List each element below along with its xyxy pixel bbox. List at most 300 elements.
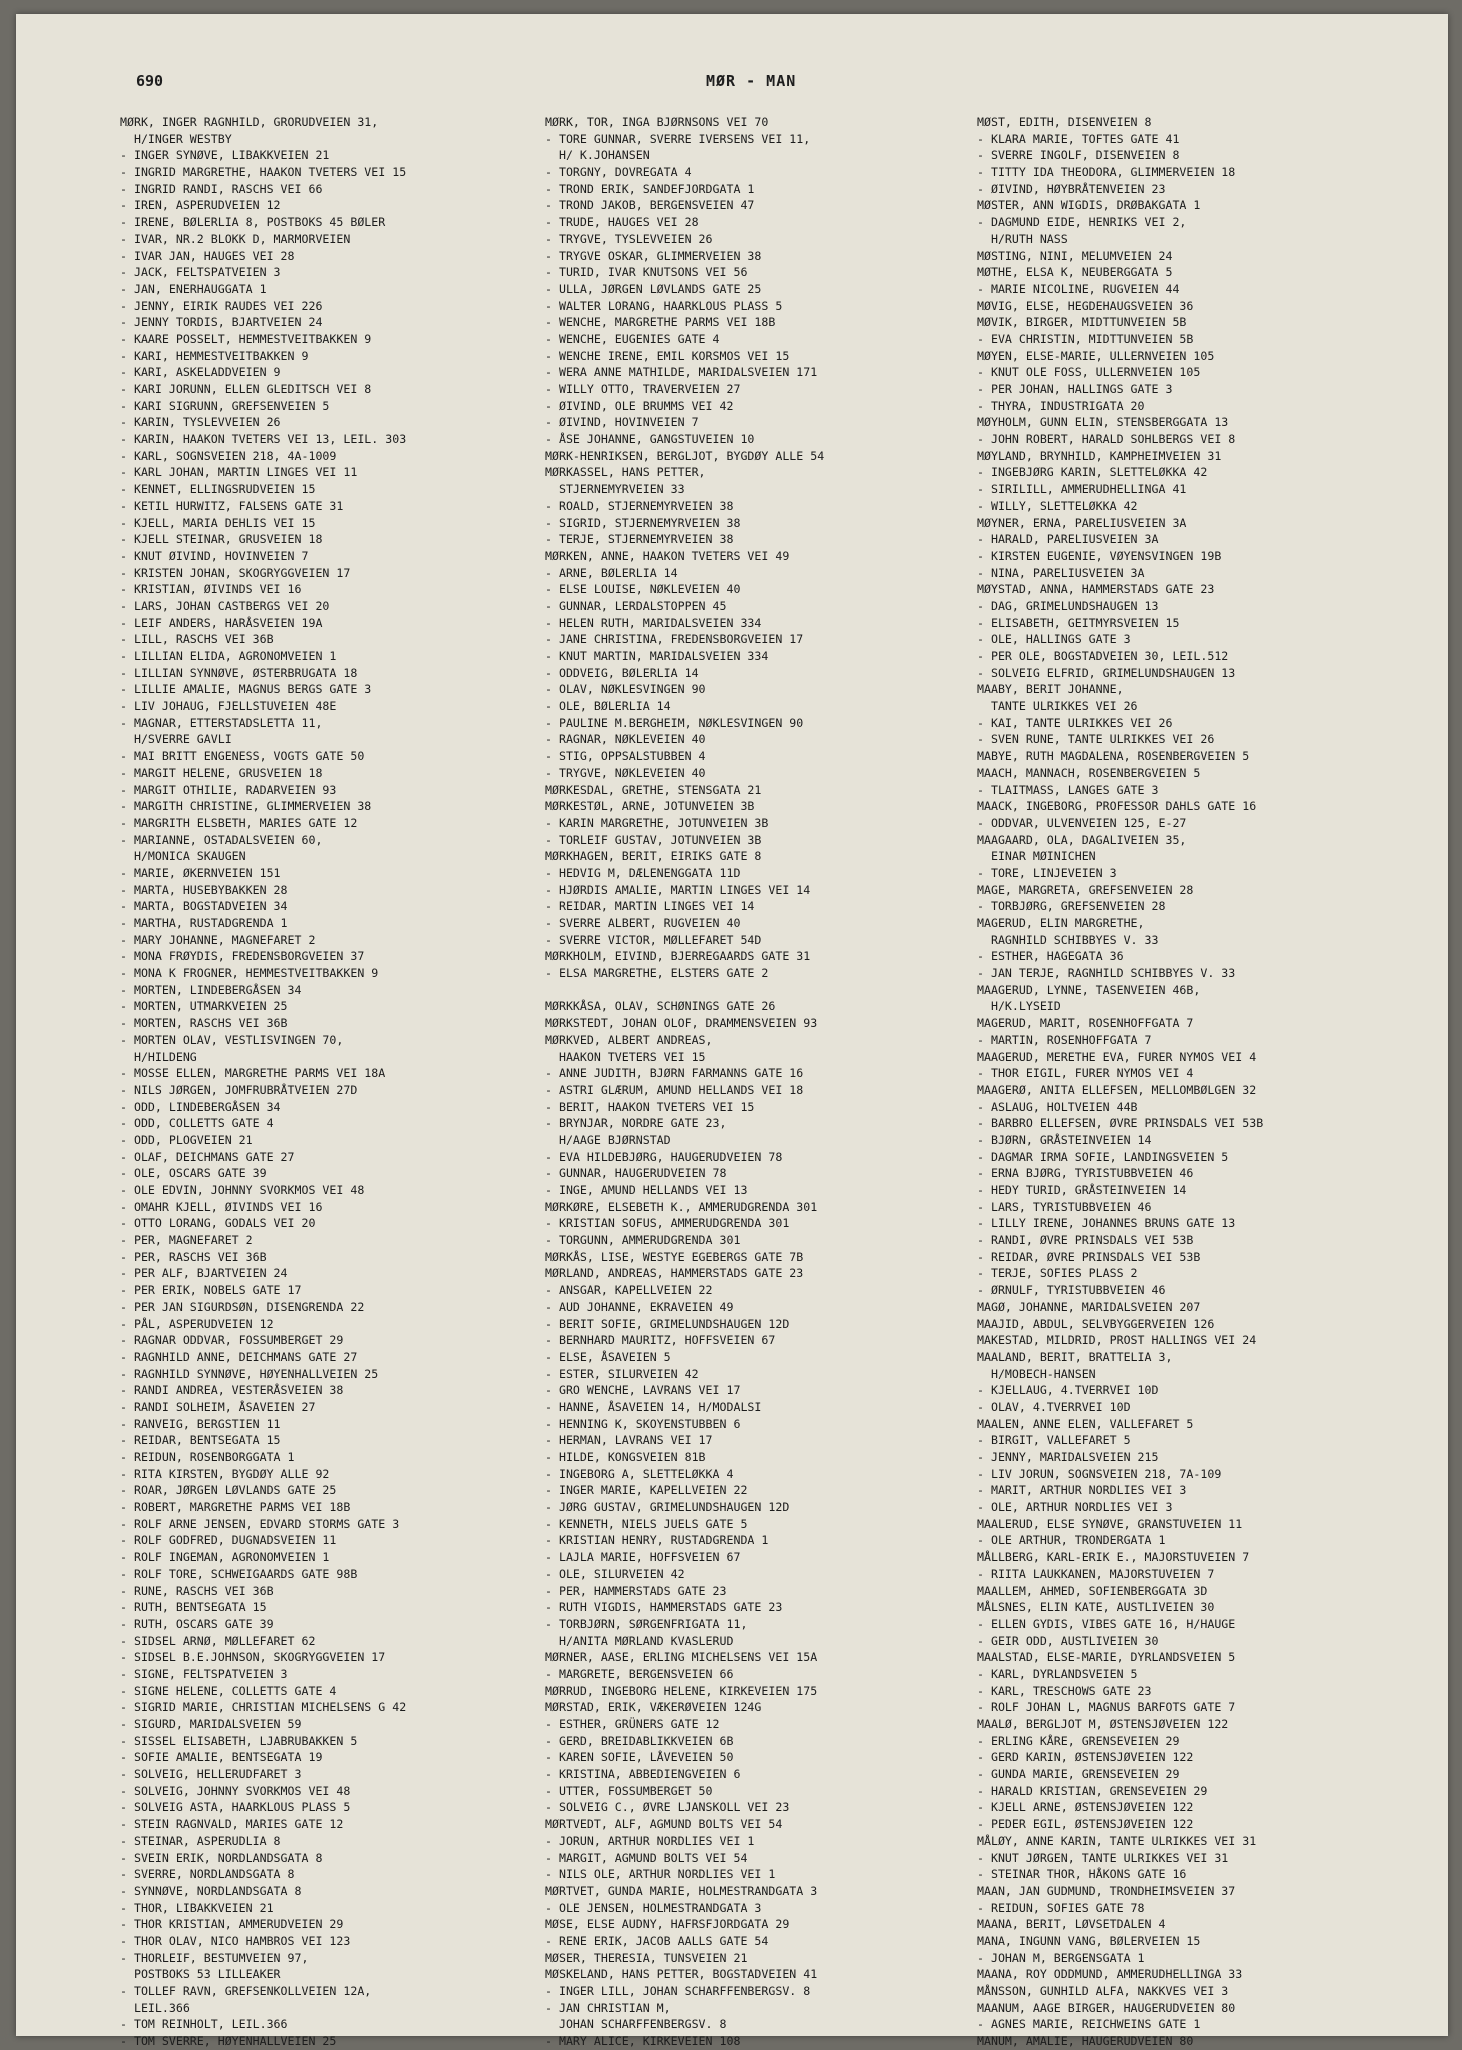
directory-entry: - OLAV, 4.TVERRVEI 10D [977, 1399, 1131, 1414]
directory-entry: MØSER, THERESIA, TUNSVEIEN 21 [545, 1950, 748, 1965]
directory-entry: MØRTVET, GUNDA MARIE, HOLMESTRANDGATA 3 [545, 1883, 818, 1898]
directory-entry: - KARL, SOGNSVEIEN 218, 4A-1009 [120, 448, 337, 463]
directory-entry: - BJØRN, GRÅSTEINVEIEN 14 [977, 1132, 1152, 1147]
directory-entry: - UTTER, FOSSUMBERGET 50 [545, 1783, 713, 1798]
listing-column-3 [977, 114, 1407, 2050]
directory-entry: - INGER LILL, JOHAN SCHARFFENBERGSV. 8 [545, 1984, 811, 1998]
directory-entry: - SOLVEIG, JOHNNY SVORKMOS VEI 48 [120, 1783, 351, 1798]
directory-entry: MAACK, INGEBORG, PROFESSOR DAHLS GATE 16 [977, 799, 1257, 814]
directory-entry: MAALEN, ANNE ELEN, VALLEFARET 5 [977, 1416, 1194, 1431]
directory-entry: - SVERRE INGOLF, DISENVEIEN 8 [977, 148, 1180, 163]
directory-entry: - THOR EIGIL, FURER NYMOS VEI 4 [977, 1066, 1194, 1081]
directory-entry: - KJELL STEINAR, GRUSVEIEN 18 [120, 532, 323, 547]
directory-entry: - RANVEIG, BERGSTIEN 11 [120, 1416, 281, 1431]
directory-entry: MØRKSTEDT, JOHAN OLOF, DRAMMENSVEIEN 93 [545, 1016, 818, 1031]
directory-entry: MØRKØRE, ELSEBETH K., AMMERUDGRENDA 301 [545, 1199, 818, 1214]
directory-entry: - WENCHE IRENE, EMIL KORSMOS VEI 15 [545, 348, 790, 363]
directory-entry: - MARGITH CHRISTINE, GLIMMERVEIEN 38 [120, 799, 372, 814]
directory-entry: MØRKEN, ANNE, HAAKON TVETERS VEI 49 [545, 548, 790, 563]
directory-entry: MØRKÅS, LISE, WESTYE EGEBERGS GATE 7B [545, 1249, 804, 1264]
directory-entry: - HARALD KRISTIAN, GRENSEVEIEN 29 [977, 1783, 1208, 1798]
directory-entry: - JOHN ROBERT, HARALD SOHLBERGS VEI 8 [977, 432, 1236, 447]
directory-entry: - LILLIAN SYNNØVE, ØSTERBRUGATA 18 [120, 665, 358, 680]
directory-entry: - KRISTINA, ABBEDIENGVEIEN 6 [545, 1767, 741, 1782]
directory-entry: - IRENE, BØLERLIA 8, POSTBOKS 45 BØLER [120, 215, 386, 230]
directory-entry: - REIDAR, ØVRE PRINSDALS VEI 53B [977, 1249, 1201, 1264]
directory-entry: - TOM SVERRE, HØYENHALLVEIEN 25 [120, 2034, 337, 2049]
directory-entry: H/ K.JOHANSEN [545, 148, 650, 163]
directory-entry: - RANDI ANDREA, VESTERÅSVEIEN 38 [120, 1383, 344, 1398]
directory-entry: - SOFIE AMALIE, BENTSEGATA 19 [120, 1750, 323, 1765]
directory-entry: - KJELL ARNE, ØSTENSJØVEIEN 122 [977, 1800, 1194, 1815]
directory-entry: - WALTER LORANG, HAARKLOUS PLASS 5 [545, 298, 783, 313]
directory-entry: - OLAF, DEICHMANS GATE 27 [120, 1149, 295, 1164]
directory-entry: - KNUT ØIVIND, HOVINVEIEN 7 [120, 548, 309, 563]
directory-entry: - EVA CHRISTIN, MIDTTUNVEIEN 5B [977, 331, 1194, 346]
directory-entry: - ØIVIND, HØYBRÅTENVEIEN 23 [977, 181, 1166, 196]
directory-entry: MØVIG, ELSE, HEGDEHAUGSVEIEN 36 [977, 298, 1194, 313]
directory-entry: - PER JOHAN, HALLINGS GATE 3 [977, 382, 1173, 396]
directory-entry: MØYNER, ERNA, PARELIUSVEIEN 3A [977, 515, 1187, 530]
directory-entry: - MORTEN, RASCHS VEI 36B [120, 1016, 288, 1031]
directory-entry: H/ANITA MØRLAND KVASLERUD [545, 1633, 734, 1648]
directory-entry: - MARY JOHANNE, MAGNEFARET 2 [120, 932, 316, 947]
directory-entry: MAALØ, BERGLJOT M, ØSTENSJØVEIEN 122 [977, 1717, 1229, 1731]
directory-entry: - KNUT MARTIN, MARIDALSVEIEN 334 [545, 649, 769, 663]
directory-entry: - AGNES MARIE, REICHWEINS GATE 1 [977, 2017, 1201, 2032]
directory-entry: - ROAR, JØRGEN LØVLANDS GATE 25 [120, 1483, 337, 1498]
directory-entry: - RUTH VIGDIS, HAMMERSTADS GATE 23 [545, 1600, 783, 1615]
directory-entry: - GERD, BREIDABLIKKVEIEN 6B [545, 1733, 734, 1748]
directory-entry: - ERNA BJØRG, TYRISTUBBVEIEN 46 [977, 1166, 1194, 1181]
directory-entry: - KENNETH, NIELS JUELS GATE 5 [545, 1516, 748, 1531]
directory-entry: - INGRID MARGRETHE, HAAKON TVETERS VEI 15 [120, 165, 407, 180]
directory-entry: - MONA K FROGNER, HEMMESTVEITBAKKEN 9 [120, 966, 379, 981]
directory-entry: - JACK, FELTSPATVEIEN 3 [120, 265, 281, 280]
directory-entry: - KNUT JØRGEN, TANTE ULRIKKES VEI 31 [977, 1850, 1229, 1865]
directory-entry: - SVERRE, NORDLANDSGATA 8 [120, 1867, 295, 1882]
directory-entry: - MAI BRITT ENGENESS, VOGTS GATE 50 [120, 749, 365, 764]
directory-entry: - DAGMAR IRMA SOFIE, LANDINGSVEIEN 5 [977, 1149, 1229, 1164]
directory-entry: - ROBERT, MARGRETHE PARMS VEI 18B [120, 1500, 351, 1515]
directory-entry: - OLE, HALLINGS GATE 3 [977, 632, 1131, 647]
directory-entry: - TLAITMASS, LANGES GATE 3 [977, 782, 1159, 797]
directory-entry: - SIGRID MARIE, CHRISTIAN MICHELSENS G 42 [120, 1700, 407, 1715]
directory-entry: MAGERUD, ELIN MARGRETHE, [977, 916, 1145, 930]
directory-entry: MØTHE, ELSA K, NEUBERGGATA 5 [977, 265, 1173, 280]
directory-entry: - ØIVIND, HOVINVEIEN 7 [545, 415, 699, 430]
directory-entry: - KAREN SOFIE, LÅVEVEIEN 50 [545, 1750, 734, 1765]
directory-entry: MØYEN, ELSE-MARIE, ULLERNVEIEN 105 [977, 348, 1215, 363]
directory-entry: - OLE, ARTHUR NORDLIES VEI 3 [977, 1500, 1173, 1515]
directory-entry: - KAARE POSSELT, HEMMESTVEITBAKKEN 9 [120, 331, 372, 346]
directory-entry: - KARL, TRESCHOWS GATE 23 [977, 1683, 1152, 1698]
directory-entry: MAALAND, BERIT, BRATTELIA 3, [977, 1349, 1173, 1364]
directory-entry: - LARS, TYRISTUBBVEIEN 46 [977, 1199, 1152, 1214]
directory-entry: - KARIN, HAAKON TVETERS VEI 13, LEIL. 303 [120, 432, 407, 447]
directory-entry: - JOHAN M, BERGENSGATA 1 [977, 1950, 1145, 1965]
directory-entry: - OLE, BØLERLIA 14 [545, 699, 671, 714]
directory-entry: - ANSGAR, KAPELLVEIEN 22 [545, 1283, 713, 1298]
directory-entry: MAAGERUD, MERETHE EVA, FURER NYMOS VEI 4 [977, 1049, 1257, 1064]
directory-entry: - DAGMUND EIDE, HENRIKS VEI 2, [977, 215, 1187, 230]
directory-entry: MØRKESTØL, ARNE, JOTUNVEIEN 3B [545, 799, 755, 814]
directory-entry: - JAN TERJE, RAGNHILD SCHIBBYES V. 33 [977, 966, 1236, 981]
directory-entry: - LILLIE AMALIE, MAGNUS BERGS GATE 3 [120, 682, 372, 697]
directory-entry: - RUNE, RASCHS VEI 36B [120, 1583, 274, 1598]
directory-entry: - OTTO LORANG, GODALS VEI 20 [120, 1216, 316, 1231]
directory-entry: H/MOBECH-HANSEN [977, 1366, 1096, 1381]
directory-entry: MAABY, BERIT JOHANNE, [977, 682, 1124, 697]
directory-entry: MØRKESDAL, GRETHE, STENSGATA 21 [545, 782, 762, 797]
directory-entry: - THOR, LIBAKKVEIEN 21 [120, 1900, 274, 1915]
directory-entry: - MARTA, HUSEBYBAKKEN 28 [120, 882, 288, 897]
directory-entry: MØRNER, AASE, ERLING MICHELSENS VEI 15A [545, 1650, 818, 1665]
directory-entry: - MORTEN, LINDEBERGÅSEN 34 [120, 982, 302, 997]
directory-entry: - WILLY, SLETTELØKKA 42 [977, 498, 1138, 513]
directory-entry: MAAGERØ, ANITA ELLEFSEN, MELLOMBØLGEN 32 [977, 1082, 1257, 1097]
directory-entry: - TRYGVE, TYSLEVVEIEN 26 [545, 231, 713, 246]
directory-entry: MØST, EDITH, DISENVEIEN 8 [977, 115, 1152, 129]
directory-entry: STJERNEMYRVEIEN 33 [545, 482, 685, 497]
directory-entry: - ODDVEIG, BØLERLIA 14 [545, 665, 699, 680]
directory-entry: - INGER SYNØVE, LIBAKKVEIEN 21 [120, 148, 330, 163]
directory-entry: - RITA KIRSTEN, BYGDØY ALLE 92 [120, 1466, 330, 1481]
directory-entry: - ROLF JOHAN L, MAGNUS BARFOTS GATE 7 [977, 1700, 1236, 1715]
directory-entry: MAANUM, AAGE BIRGER, HAUGERUDVEIEN 80 [977, 2000, 1236, 2015]
directory-entry: - WENCHE, MARGRETHE PARMS VEI 18B [545, 315, 776, 330]
directory-entry: - ERLING KÅRE, GRENSEVEIEN 29 [977, 1733, 1180, 1748]
directory-entry: - KRISTIAN, ØIVINDS VEI 16 [120, 582, 302, 597]
directory-entry: - TORE GUNNAR, SVERRE IVERSENS VEI 11, [545, 131, 811, 146]
directory-entry: - RUTH, OSCARS GATE 39 [120, 1616, 274, 1631]
directory-entry: - ROALD, STJERNEMYRVEIEN 38 [545, 498, 734, 513]
directory-entry: - TROND ERIK, SANDEFJORDGATA 1 [545, 181, 755, 196]
directory-entry: - SISSEL ELISABETH, LJABRUBAKKEN 5 [120, 1733, 358, 1748]
directory-entry: - PER, HAMMERSTADS GATE 23 [545, 1583, 727, 1598]
directory-entry: MØRK, INGER RAGNHILD, GRORUDVEIEN 31, [120, 115, 379, 129]
directory-entry: - SVERRE ALBERT, RUGVEIEN 40 [545, 916, 741, 930]
directory-entry: - INGEBORG A, SLETTELØKKA 4 [545, 1466, 734, 1481]
directory-entry: - MARIT, ARTHUR NORDLIES VEI 3 [977, 1483, 1187, 1498]
directory-entry: - ASLAUG, HOLTVEIEN 44B [977, 1099, 1138, 1114]
directory-entry: - SOLVEIG C., ØVRE LJANSKOLL VEI 23 [545, 1800, 790, 1815]
directory-entry: - TORBJØRN, SØRGENFRIGATA 11, [545, 1616, 748, 1631]
directory-entry: - MARIANNE, OSTADALSVEIEN 60, [120, 832, 323, 847]
directory-entry: - PAULINE M.BERGHEIM, NØKLESVINGEN 90 [545, 715, 804, 730]
directory-entry: - THOR OLAV, NICO HAMBROS VEI 123 [120, 1933, 351, 1948]
directory-entry: - RAGNHILD ANNE, DEICHMANS GATE 27 [120, 1349, 358, 1364]
directory-entry: - RAGNHILD SYNNØVE, HØYENHALLVEIEN 25 [120, 1366, 379, 1381]
directory-entry: MÅLØY, ANNE KARIN, TANTE ULRIKKES VEI 31 [977, 1833, 1257, 1848]
directory-entry: - OLE, SILURVEIEN 42 [545, 1566, 685, 1581]
directory-entry: - ROLF INGEMAN, AGRONOMVEIEN 1 [120, 1550, 330, 1565]
directory-entry: - RAGNAR, NØKLEVEIEN 40 [545, 732, 706, 747]
directory-entry: - MARIE NICOLINE, RUGVEIEN 44 [977, 281, 1180, 296]
directory-entry: - HEDY TURID, GRÅSTEINVEIEN 14 [977, 1183, 1187, 1197]
directory-entry: - KARI JORUNN, ELLEN GLEDITSCH VEI 8 [120, 382, 372, 396]
directory-entry: - PER ALF, BJARTVEIEN 24 [120, 1266, 288, 1281]
directory-entry: - JENNY, MARIDALSVEIEN 215 [977, 1450, 1159, 1464]
directory-entry: - MARGIT HELENE, GRUSVEIEN 18 [120, 765, 323, 780]
page-number: 690 [136, 72, 164, 90]
directory-entry: - RAGNAR ODDVAR, FOSSUMBERGET 29 [120, 1333, 344, 1348]
directory-entry: - GERD KARIN, ØSTENSJØVEIEN 122 [977, 1750, 1194, 1765]
directory-entry: - INGE, AMUND HELLANDS VEI 13 [545, 1183, 748, 1197]
directory-entry: - ULLA, JØRGEN LØVLANDS GATE 25 [545, 281, 762, 296]
directory-entry: - MOSSE ELLEN, MARGRETHE PARMS VEI 18A [120, 1066, 386, 1081]
directory-entry: - INGRID RANDI, RASCHS VEI 66 [120, 181, 323, 196]
directory-entry: - DAG, GRIMELUNDSHAUGEN 13 [977, 598, 1159, 613]
directory-entry: - LILLIAN ELIDA, AGRONOMVEIEN 1 [120, 649, 337, 663]
directory-entry: - BARBRO ELLEFSEN, ØVRE PRINSDALS VEI 53B [977, 1116, 1264, 1131]
directory-entry: - TITTY IDA THEODORA, GLIMMERVEIEN 18 [977, 165, 1236, 180]
directory-entry: - KRISTEN JOHAN, SKOGRYGGVEIEN 17 [120, 565, 351, 580]
directory-entry: - HILDE, KONGSVEIEN 81B [545, 1450, 706, 1464]
directory-entry: MØRKASSEL, HANS PETTER, [545, 465, 706, 480]
directory-entry: H/SVERRE GAVLI [120, 732, 232, 747]
directory-entry: - GUNNAR, HAUGERUDVEIEN 78 [545, 1166, 727, 1181]
directory-entry: - TORLEIF GUSTAV, JOTUNVEIEN 3B [545, 832, 762, 847]
directory-entry: - WERA ANNE MATHILDE, MARIDALSVEIEN 171 [545, 365, 818, 380]
directory-entry: MAAGERUD, LYNNE, TASENVEIEN 46B, [977, 982, 1201, 997]
directory-entry: - MARY ALICE, KIRKEVEIEN 108 [545, 2034, 741, 2049]
directory-entry: - MORTEN, UTMARKVEIEN 25 [120, 999, 288, 1014]
directory-entry: MØRKHAGEN, BERIT, EIRIKS GATE 8 [545, 849, 762, 864]
directory-entry: - OLAV, NØKLESVINGEN 90 [545, 682, 706, 697]
directory-entry: - JENNY, EIRIK RAUDES VEI 226 [120, 298, 323, 313]
directory-entry: - THYRA, INDUSTRIGATA 20 [977, 398, 1145, 413]
directory-entry: - MARGRITH ELSBETH, MARIES GATE 12 [120, 815, 358, 830]
directory-entry: - JANE CHRISTINA, FREDENSBORGVEIEN 17 [545, 632, 804, 647]
directory-entry: MAANA, BERIT, LØVSETDALEN 4 [977, 1917, 1166, 1932]
directory-entry: MØRK-HENRIKSEN, BERGLJOT, BYGDØY ALLE 54 [545, 448, 825, 463]
directory-entry: - JAN CHRISTIAN M, [545, 2000, 671, 2015]
directory-entry: - HENNING K, SKOYENSTUBBEN 6 [545, 1416, 741, 1431]
directory-entry: - KJELL, MARIA DEHLIS VEI 15 [120, 515, 316, 530]
directory-entry: - STEINAR, ASPERUDLIA 8 [120, 1833, 281, 1848]
directory-entry: - ODD, PLOGVEIEN 21 [120, 1132, 253, 1147]
directory-entry: - IVAR, NR.2 BLOKK D, MARMORVEIEN [120, 231, 351, 246]
directory-entry: - WILLY OTTO, TRAVERVEIEN 27 [545, 382, 741, 396]
directory-entry: - SVEIN ERIK, NORDLANDSGATA 8 [120, 1850, 323, 1865]
directory-entry: - BERIT, HAAKON TVETERS VEI 15 [545, 1099, 755, 1114]
directory-entry: TANTE ULRIKKES VEI 26 [977, 699, 1138, 714]
directory-page [16, 14, 1448, 2049]
directory-entry: - NINA, PARELIUSVEIEN 3A [977, 565, 1145, 580]
directory-entry: - HARALD, PARELIUSVEIEN 3A [977, 532, 1159, 547]
directory-entry: - TERJE, STJERNEMYRVEIEN 38 [545, 532, 734, 547]
directory-entry: HAAKON TVETERS VEI 15 [545, 1049, 706, 1064]
directory-entry: - REIDUN, ROSENBORGGATA 1 [120, 1450, 295, 1464]
directory-entry: MØRRUD, INGEBORG HELENE, KIRKEVEIEN 175 [545, 1683, 818, 1698]
directory-entry: - ARNE, BØLERLIA 14 [545, 565, 678, 580]
directory-entry: - TORE, LINJEVEIEN 3 [977, 865, 1117, 880]
directory-entry: MAGØ, JOHANNE, MARIDALSVEIEN 207 [977, 1299, 1201, 1314]
directory-entry: - MAGNAR, ETTERSTADSLETTA 11, [120, 715, 323, 730]
directory-entry: - PER, RASCHS VEI 36B [120, 1249, 267, 1264]
directory-entry: - EVA HILDEBJØRG, HAUGERUDVEIEN 78 [545, 1149, 783, 1164]
directory-entry: - REIDAR, BENTSEGATA 15 [120, 1433, 281, 1448]
directory-entry: - KENNET, ELLINGSRUDVEIEN 15 [120, 482, 316, 497]
directory-entry: MØYHOLM, GUNN ELIN, STENSBERGGATA 13 [977, 415, 1229, 430]
directory-entry: MAALLEM, AHMED, SOFIENBERGGATA 3D [977, 1583, 1208, 1598]
directory-entry: - LILLY IRENE, JOHANNES BRUNS GATE 13 [977, 1216, 1236, 1231]
directory-entry: - ESTHER, GRÜNERS GATE 12 [545, 1717, 720, 1731]
directory-entry: - STEIN RAGNVALD, MARIES GATE 12 [120, 1817, 344, 1832]
directory-entry: MØRKVED, ALBERT ANDREAS, [545, 1032, 713, 1047]
directory-entry: MAANA, ROY ODDMUND, AMMERUDHELLINGA 33 [977, 1967, 1243, 1982]
directory-entry: - ELSA MARGRETHE, ELSTERS GATE 2 [545, 966, 769, 981]
directory-entry: MÅLLBERG, KARL-ERIK E., MAJORSTUVEIEN 7 [977, 1550, 1250, 1565]
directory-entry: - SOLVEIG, HELLERUDFARET 3 [120, 1767, 302, 1782]
directory-entry: - ROLF TORE, SCHWEIGAARDS GATE 98B [120, 1566, 358, 1581]
directory-entry: MØRLAND, ANDREAS, HAMMERSTADS GATE 23 [545, 1266, 804, 1281]
directory-entry: MØYLAND, BRYNHILD, KAMPHEIMVEIEN 31 [977, 448, 1222, 463]
directory-entry: - ÅSE JOHANNE, GANGSTUVEIEN 10 [545, 432, 755, 447]
directory-entry: - KARIN, TYSLEVVEIEN 26 [120, 415, 281, 430]
directory-entry: - SIDSEL B.E.JOHNSON, SKOGRYGGVEIEN 17 [120, 1650, 386, 1665]
directory-entry: - ELISABETH, GEITMYRSVEIEN 15 [977, 615, 1180, 630]
directory-entry: - LEIF ANDERS, HARÅSVEIEN 19A [120, 615, 323, 630]
directory-entry: - BIRGIT, VALLEFARET 5 [977, 1433, 1131, 1448]
directory-entry: - PER, MAGNEFARET 2 [120, 1233, 253, 1248]
directory-entry: - TORGUNN, AMMERUDGRENDA 301 [545, 1233, 741, 1248]
directory-entry: - KRISTIAN SOFUS, AMMERUDGRENDA 301 [545, 1216, 790, 1231]
directory-entry: JOHAN SCHARFFENBERGSV. 8 [545, 2017, 727, 2032]
directory-entry: H/RUTH NASS [977, 231, 1068, 246]
directory-entry: H/INGER WESTBY [120, 131, 232, 146]
directory-entry: - MARTA, BOGSTADVEIEN 34 [120, 899, 288, 914]
directory-entry: - RIITA LAUKKANEN, MAJORSTUVEIEN 7 [977, 1566, 1215, 1581]
directory-entry: - TRUDE, HAUGES VEI 28 [545, 215, 699, 230]
directory-entry: MØRTVEDT, ALF, AGMUND BOLTS VEI 54 [545, 1817, 783, 1832]
directory-entry: - HJØRDIS AMALIE, MARTIN LINGES VEI 14 [545, 882, 811, 897]
directory-entry: - KARL JOHAN, MARTIN LINGES VEI 11 [120, 465, 358, 480]
directory-entry: - OLE, OSCARS GATE 39 [120, 1166, 267, 1181]
directory-entry: - THORLEIF, BESTUMVEIEN 97, [120, 1950, 309, 1965]
directory-entry: - MONA FRØYDIS, FREDENSBORGVEIEN 37 [120, 949, 365, 964]
directory-entry: MAAN, JAN GUDMUND, TRONDHEIMSVEIEN 37 [977, 1883, 1236, 1898]
directory-entry: - MARTIN, ROSENHOFFGATA 7 [977, 1032, 1152, 1047]
directory-entry: - LIV JOHAUG, FJELLSTUVEIEN 48E [120, 699, 337, 714]
directory-entry: MØSTER, ANN WIGDIS, DRØBAKGATA 1 [977, 198, 1201, 213]
directory-entry: - ESTHER, HAGEGATA 36 [977, 949, 1124, 964]
directory-entry: - NILS JØRGEN, JOMFRUBRÅTVEIEN 27D [120, 1082, 358, 1097]
directory-entry: - MARTHA, RUSTADGRENDA 1 [120, 916, 288, 930]
directory-entry: - SVEN RUNE, TANTE ULRIKKES VEI 26 [977, 732, 1215, 747]
directory-entry: MÅLSNES, ELIN KATE, AUSTLIVEIEN 30 [977, 1600, 1215, 1615]
directory-entry: MØRK, TOR, INGA BJØRNSONS VEI 70 [545, 115, 769, 129]
directory-entry: H/K.LYSEID [977, 999, 1061, 1014]
directory-entry: - MARIE, ØKERNVEIEN 151 [120, 865, 281, 880]
directory-entry: - HELEN RUTH, MARIDALSVEIEN 334 [545, 615, 762, 630]
directory-entry: - IREN, ASPERUDVEIEN 12 [120, 198, 281, 213]
directory-entry: MANUM, AMALIE, HAUGERUDVEIEN 80 [977, 2034, 1194, 2049]
directory-entry: MABYE, RUTH MAGDALENA, ROSENBERGVEIEN 5 [977, 749, 1250, 764]
directory-entry: - REIDUN, SOFIES GATE 78 [977, 1900, 1145, 1915]
directory-entry: MØVIK, BIRGER, MIDTTUNVEIEN 5B [977, 315, 1187, 330]
directory-entry: MAAJID, ABDUL, SELVBYGGERVEIEN 126 [977, 1316, 1215, 1331]
directory-entry: POSTBOKS 53 LILLEAKER [120, 1967, 281, 1982]
alphabetical-range: MØR - MAN [706, 72, 797, 90]
directory-entry: - MARGRETE, BERGENSVEIEN 66 [545, 1666, 734, 1681]
directory-entry: - BERNHARD MAURITZ, HOFFSVEIEN 67 [545, 1333, 776, 1348]
directory-entry: - INGEBJØRG KARIN, SLETTELØKKA 42 [977, 465, 1208, 480]
directory-entry: - OLE ARTHUR, TRONDERGATA 1 [977, 1533, 1166, 1548]
directory-entry: - ANNE JUDITH, BJØRN FARMANNS GATE 16 [545, 1066, 804, 1081]
directory-entry: - ESTER, SILURVEIEN 42 [545, 1366, 699, 1381]
directory-entry: - KAI, TANTE ULRIKKES VEI 26 [977, 715, 1173, 730]
directory-entry: - KARL, DYRLANDSVEIEN 5 [977, 1666, 1138, 1681]
directory-entry: - IVAR JAN, HAUGES VEI 28 [120, 248, 295, 263]
directory-entry: - PER JAN SIGURDSØN, DISENGRENDA 22 [120, 1299, 365, 1314]
directory-entry: MØSTING, NINI, MELUMVEIEN 24 [977, 248, 1173, 263]
directory-entry: - PÅL, ASPERUDVEIEN 12 [120, 1316, 274, 1331]
directory-entry: MAGERUD, MARIT, ROSENHOFFGATA 7 [977, 1016, 1194, 1031]
directory-entry: - TORGNY, DOVREGATA 4 [545, 165, 692, 180]
directory-entry: EINAR MØINICHEN [977, 849, 1096, 864]
directory-entry: - SIGURD, MARIDALSVEIEN 59 [120, 1717, 302, 1731]
directory-entry: - GUNNAR, LERDALSTOPPEN 45 [545, 598, 727, 613]
directory-entry: - ROLF GODFRED, DUGNADSVEIEN 11 [120, 1533, 337, 1548]
directory-entry: - TERJE, SOFIES PLASS 2 [977, 1266, 1138, 1281]
directory-entry: - KARIN MARGRETHE, JOTUNVEIEN 3B [545, 815, 769, 830]
directory-entry: - SYNNØVE, NORDLANDSGATA 8 [120, 1883, 302, 1898]
directory-entry: RAGNHILD SCHIBBYES V. 33 [977, 932, 1159, 947]
directory-entry: - MARGIT OTHILIE, RADARVEIEN 93 [120, 782, 337, 797]
directory-entry: - SIRILILL, AMMERUDHELLINGA 41 [977, 482, 1187, 497]
directory-entry: - TOLLEF RAVN, GREFSENKOLLVEIEN 12A, [120, 1984, 372, 1998]
directory-entry: - INGER MARIE, KAPELLVEIEN 22 [545, 1483, 748, 1498]
directory-entry: MANA, INGUNN VANG, BØLERVEIEN 15 [977, 1933, 1201, 1948]
directory-entry: - JØRG GUSTAV, GRIMELUNDSHAUGEN 12D [545, 1500, 790, 1515]
directory-entry: - KNUT OLE FOSS, ULLERNVEIEN 105 [977, 365, 1201, 380]
directory-entry: MAAGAARD, OLA, DAGALIVEIEN 35, [977, 832, 1187, 847]
directory-entry: - PEDER EGIL, ØSTENSJØVEIEN 122 [977, 1817, 1194, 1832]
directory-entry: - SIGNE HELENE, COLLETTS GATE 4 [120, 1683, 337, 1698]
directory-entry: MØYSTAD, ANNA, HAMMERSTADS GATE 23 [977, 582, 1215, 597]
directory-entry: - JENNY TORDIS, BJARTVEIEN 24 [120, 315, 323, 330]
directory-entry: H/MONICA SKAUGEN [120, 849, 246, 864]
directory-entry: - LARS, JOHAN CASTBERGS VEI 20 [120, 598, 330, 613]
directory-entry: H/AAGE BJØRNSTAD [545, 1132, 671, 1147]
directory-entry: - KIRSTEN EUGENIE, VØYENSVINGEN 19B [977, 548, 1222, 563]
directory-entry: - HERMAN, LAVRANS VEI 17 [545, 1433, 713, 1448]
directory-entry: - ODD, COLLETTS GATE 4 [120, 1116, 274, 1131]
directory-entry: - JORUN, ARTHUR NORDLIES VEI 1 [545, 1833, 755, 1848]
directory-entry: - ROLF ARNE JENSEN, EDVARD STORMS GATE 3 [120, 1516, 400, 1531]
directory-entry: - ELSE, ÅSAVEIEN 5 [545, 1349, 671, 1364]
directory-entry: - KARI, HEMMESTVEITBAKKEN 9 [120, 348, 309, 363]
directory-entry: - KETIL HURWITZ, FALSENS GATE 31 [120, 498, 344, 513]
directory-entry: - ASTRI GLÆRUM, AMUND HELLANDS VEI 18 [545, 1082, 804, 1097]
directory-entry: - TURID, IVAR KNUTSONS VEI 56 [545, 265, 748, 280]
directory-entry: - TORBJØRG, GREFSENVEIEN 28 [977, 899, 1166, 914]
directory-entry: - SIDSEL ARNØ, MØLLEFARET 62 [120, 1633, 316, 1648]
directory-entry: - GEIR ODD, AUSTLIVEIEN 30 [977, 1633, 1159, 1648]
directory-entry: - BERIT SOFIE, GRIMELUNDSHAUGEN 12D [545, 1316, 790, 1331]
directory-entry: MAALERUD, ELSE SYNØVE, GRANSTUVEIEN 11 [977, 1516, 1243, 1531]
directory-entry: - RENE ERIK, JACOB AALLS GATE 54 [545, 1933, 769, 1948]
directory-entry: H/HILDENG [120, 1049, 197, 1064]
directory-entry: - HANNE, ÅSAVEIEN 14, H/MODALSI [545, 1399, 762, 1414]
directory-entry: MAALSTAD, ELSE-MARIE, DYRLANDSVEIEN 5 [977, 1650, 1236, 1665]
directory-entry: MØSKELAND, HANS PETTER, BOGSTADVEIEN 41 [545, 1967, 818, 1982]
directory-entry: - LAJLA MARIE, HOFFSVEIEN 67 [545, 1550, 741, 1565]
directory-entry: - SOLVEIG ELFRID, GRIMELUNDSHAUGEN 13 [977, 665, 1236, 680]
directory-entry: - KLARA MARIE, TOFTES GATE 41 [977, 131, 1180, 146]
